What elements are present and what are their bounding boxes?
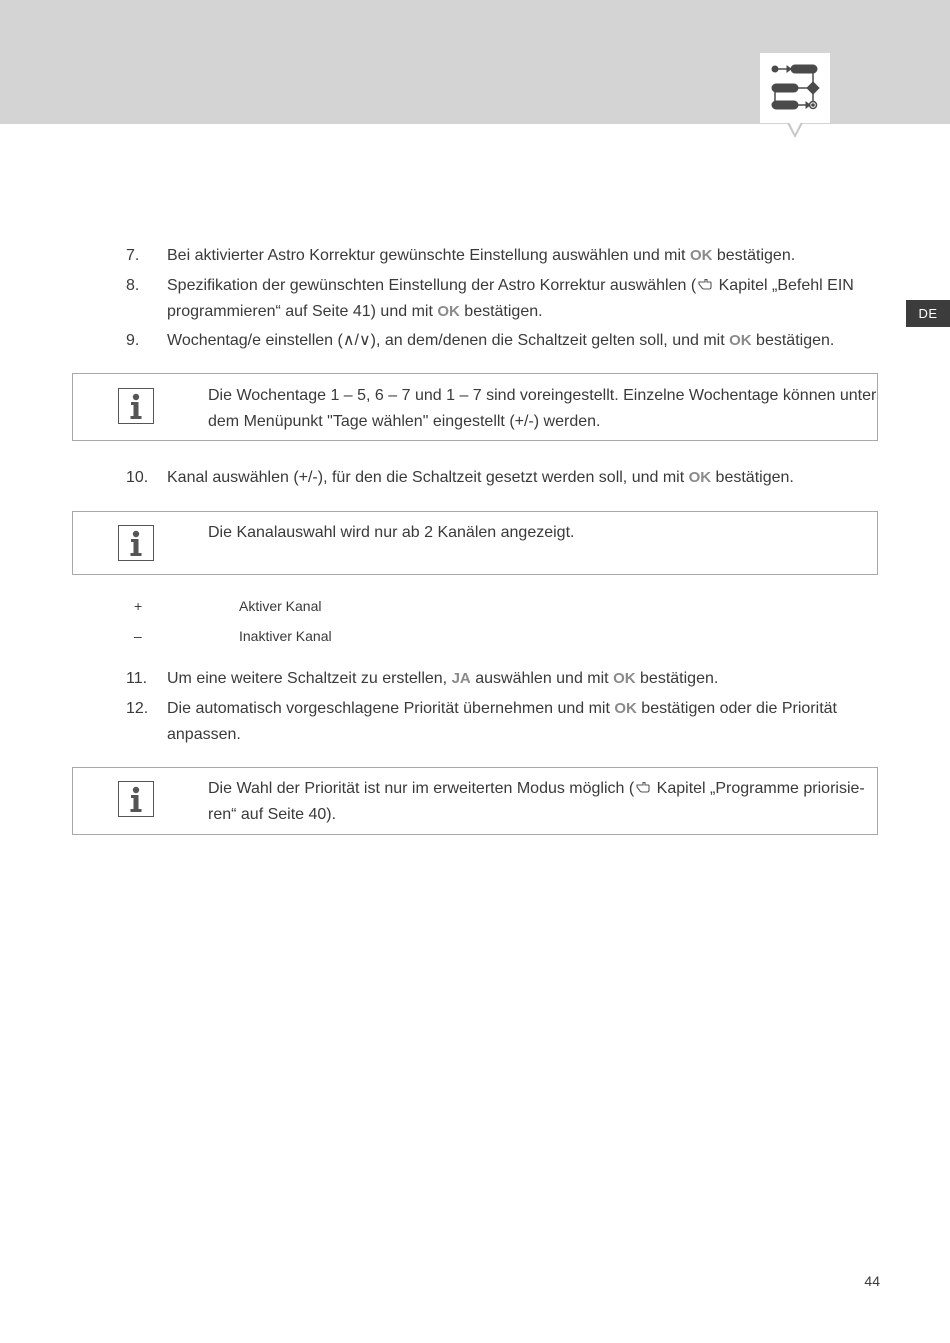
- step-text: Bei aktivierter Astro Korrektur gewünschte Einstellung auswählen und mit OK bestätigen.: [167, 247, 796, 264]
- program-sequence-icon: [760, 53, 830, 123]
- legend-item: [134, 598, 384, 618]
- step-9: [126, 328, 866, 354]
- step-text: Spezifikation der gewünschten Einstellung der Astro Korrektur auswählen ( Kapitel „Befehl EIN programmieren“ auf Seite 41) und mit OK bestätigen.: [167, 277, 854, 320]
- ok-key-label: OK: [437, 303, 460, 320]
- step-text: Kanal auswählen (+/-), für den die Schaltzeit gesetzt werden soll, und mit OK bestätigen.: [167, 469, 794, 486]
- ok-key-label: OK: [613, 670, 636, 687]
- info-icon: [118, 781, 154, 817]
- step-text: Wochentag/e einstellen (∧/∨), an dem/denen die Schaltzeit gelten soll, und mit OK bestätigen.: [167, 332, 835, 349]
- language-tab: DE: [906, 300, 950, 327]
- ok-key-label: OK: [729, 332, 752, 349]
- step-number: 8.: [126, 277, 140, 294]
- icon-pointer-inner: [789, 122, 801, 134]
- step-text: Die automatisch vorgeschlagene Priorität übernehmen und mit OK bestätigen oder die Priorität anpassen.: [167, 700, 837, 743]
- step-text: Um eine weitere Schaltzeit zu erstellen, JA auswählen und mit OK bestätigen.: [167, 670, 719, 687]
- note-text: Die Kanalauswahl wird nur ab 2 Kanälen angezeigt.: [208, 524, 575, 541]
- note-text: Die Wahl der Priorität ist nur im erweiterten Modus möglich ( Kapitel „Programme priorisie- ren“ auf Seite 40).: [208, 780, 865, 823]
- page-number: 44: [864, 1273, 880, 1289]
- info-note: [72, 511, 878, 575]
- step-8: [126, 273, 866, 325]
- step-number: 12.: [126, 700, 149, 717]
- step-11: [126, 666, 866, 692]
- hand-pointer-icon: [698, 277, 712, 291]
- legend-label: Inaktiver Kanal: [239, 628, 332, 644]
- step-number: 11.: [126, 670, 148, 687]
- info-icon: [118, 388, 154, 424]
- step-10: [126, 465, 866, 491]
- step-number: 9.: [126, 332, 140, 349]
- legend-symbol: +: [134, 598, 143, 614]
- ok-key-label: OK: [688, 469, 712, 486]
- ja-key-label: JA: [451, 670, 471, 687]
- hand-pointer-icon: [636, 780, 650, 794]
- legend-item: [134, 628, 384, 648]
- step-12: [126, 696, 866, 748]
- ok-key-label: OK: [614, 700, 637, 717]
- legend-symbol: –: [134, 628, 142, 644]
- note-text: Die Wochentage 1 – 5, 6 – 7 und 1 – 7 sind voreingestellt. Einzelne Wochentage können unter dem Menüpunkt "Tage wählen" eingestellt (+/-) werden.: [208, 387, 877, 430]
- legend-label: Aktiver Kanal: [239, 598, 322, 614]
- ok-key-label: OK: [689, 247, 713, 264]
- step-number: 7.: [126, 247, 140, 264]
- info-note: [72, 373, 878, 441]
- step-7: [126, 243, 866, 269]
- step-number: 10.: [126, 469, 149, 486]
- info-icon: [118, 525, 154, 561]
- info-note: [72, 767, 878, 835]
